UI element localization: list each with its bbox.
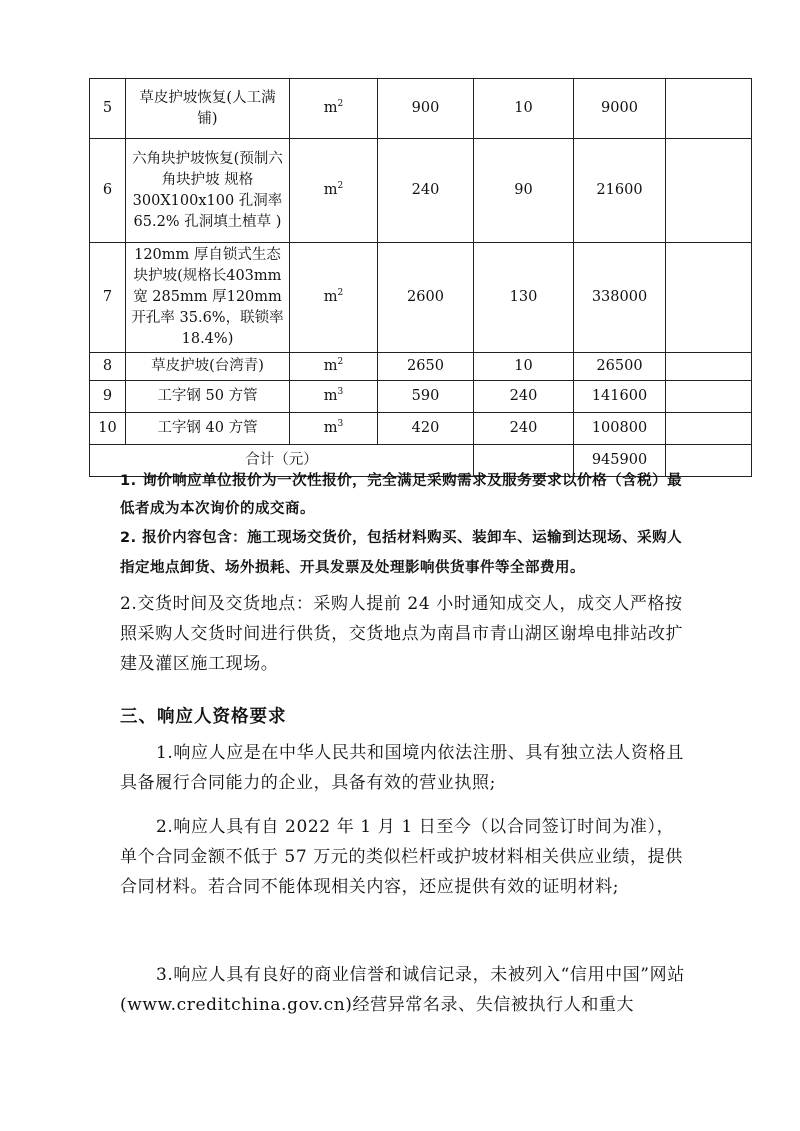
total-label: 合计（元） <box>90 445 474 477</box>
table-row <box>90 413 752 445</box>
table-row <box>90 139 752 243</box>
table-row <box>90 243 752 353</box>
amount-cell: 338000 <box>574 243 666 353</box>
quantity-cell: 2650 <box>378 353 474 381</box>
quantity-cell: 420 <box>378 413 474 445</box>
unit-cell <box>290 381 378 413</box>
requirement-1: 1.响应人应是在中华人民共和国境内依法注册、具有独立法人资格且具备履行合同能力的企业，具备有效的营业执照; <box>120 743 684 793</box>
remark-cell <box>666 139 752 243</box>
item-name: 120mm 厚自锁式生态块护坡(规格长403mm 宽 285mm 厚120mm 开孔率 35.6%，联锁率 18.4%) <box>126 243 290 353</box>
section-heading: 三、响应人资格要求 <box>120 707 287 727</box>
unit-text: m <box>323 388 338 404</box>
requirement-3: 3.响应人具有良好的商业信誉和诚信记录，未被列入“信用中国”网站(www.creditchina.gov.cn)经营异常名录、失信被执行人和重大 <box>120 965 685 1015</box>
item-name: 六角块护坡恢复(预制六角块护坡 规格300X100x100 孔洞率65.2% 孔洞填土植草 ) <box>126 139 290 243</box>
table-row <box>90 79 752 139</box>
unit-exponent: 2 <box>337 288 344 299</box>
remark-cell <box>666 413 752 445</box>
notes-block <box>120 467 695 583</box>
unit-text: m <box>323 358 338 374</box>
amount-cell: 26500 <box>574 353 666 381</box>
unit-price-cell: 240 <box>474 413 574 445</box>
unit-price-cell: 90 <box>474 139 574 243</box>
row-number: 9 <box>90 381 126 413</box>
table-row <box>90 353 752 381</box>
quantity-cell: 240 <box>378 139 474 243</box>
unit-cell <box>290 79 378 139</box>
item-name: 工字钢 50 方管 <box>126 381 290 413</box>
row-number: 10 <box>90 413 126 445</box>
quantity-cell: 900 <box>378 79 474 139</box>
unit-text: m <box>323 420 338 436</box>
quantity-cell: 590 <box>378 381 474 413</box>
unit-exponent: 2 <box>337 181 344 192</box>
unit-exponent: 2 <box>337 357 344 368</box>
item-name: 工字钢 40 方管 <box>126 413 290 445</box>
remark-cell <box>666 243 752 353</box>
requirement-2: 2.响应人具有自 2022 年 1 月 1 日至今（以合同签订时间为准），单个合同金额不低于 57 万元的类似栏杆或护坡材料相关供应业绩，提供合同材料。若合同不能体现相关内容，还应提供有效的证明材料; <box>120 817 683 897</box>
unit-exponent: 3 <box>337 419 344 430</box>
unit-text: m <box>323 289 338 305</box>
note-2: 2. 报价内容包含：施工现场交货价，包括材料购买、装卸车、运输到达现场、采购人指定地点卸货、场外损耗、开具发票及处理影响供货事件等全部费用。 <box>120 530 683 576</box>
unit-cell <box>290 413 378 445</box>
unit-text: m <box>323 100 338 116</box>
remark-cell <box>666 381 752 413</box>
item-name: 草皮护坡恢复(人工满铺) <box>126 79 290 139</box>
amount-cell: 100800 <box>574 413 666 445</box>
table-row <box>90 381 752 413</box>
unit-exponent: 3 <box>337 387 344 398</box>
remark-cell <box>666 79 752 139</box>
quantity-cell: 2600 <box>378 243 474 353</box>
unit-price-cell: 240 <box>474 381 574 413</box>
row-number: 6 <box>90 139 126 243</box>
unit-cell <box>290 139 378 243</box>
amount-cell: 21600 <box>574 139 666 243</box>
unit-cell <box>290 353 378 381</box>
unit-price-cell: 130 <box>474 243 574 353</box>
row-number: 8 <box>90 353 126 381</box>
unit-exponent: 2 <box>337 99 344 110</box>
remark-cell <box>666 353 752 381</box>
total-value: 945900 <box>574 445 666 477</box>
unit-price-cell: 10 <box>474 79 574 139</box>
amount-cell: 9000 <box>574 79 666 139</box>
delivery-paragraph: 2.交货时间及交货地点：采购人提前 24 小时通知成交人，成交人严格按照采购人交货时间进行供货，交货地点为南昌市青山湖区谢埠电排站改扩建及灌区施工现场。 <box>120 594 684 674</box>
note-1: 1. 询价响应单位报价为一次性报价，完全满足采购需求及服务要求以价格（含税）最低者成为本次询价的成交商。 <box>120 473 683 517</box>
row-number: 7 <box>90 243 126 353</box>
pricing-table <box>89 78 752 477</box>
row-number: 5 <box>90 79 126 139</box>
unit-cell <box>290 243 378 353</box>
item-name: 草皮护坡(台湾青) <box>126 353 290 381</box>
unit-text: m <box>323 182 338 198</box>
unit-price-cell: 10 <box>474 353 574 381</box>
amount-cell: 141600 <box>574 381 666 413</box>
